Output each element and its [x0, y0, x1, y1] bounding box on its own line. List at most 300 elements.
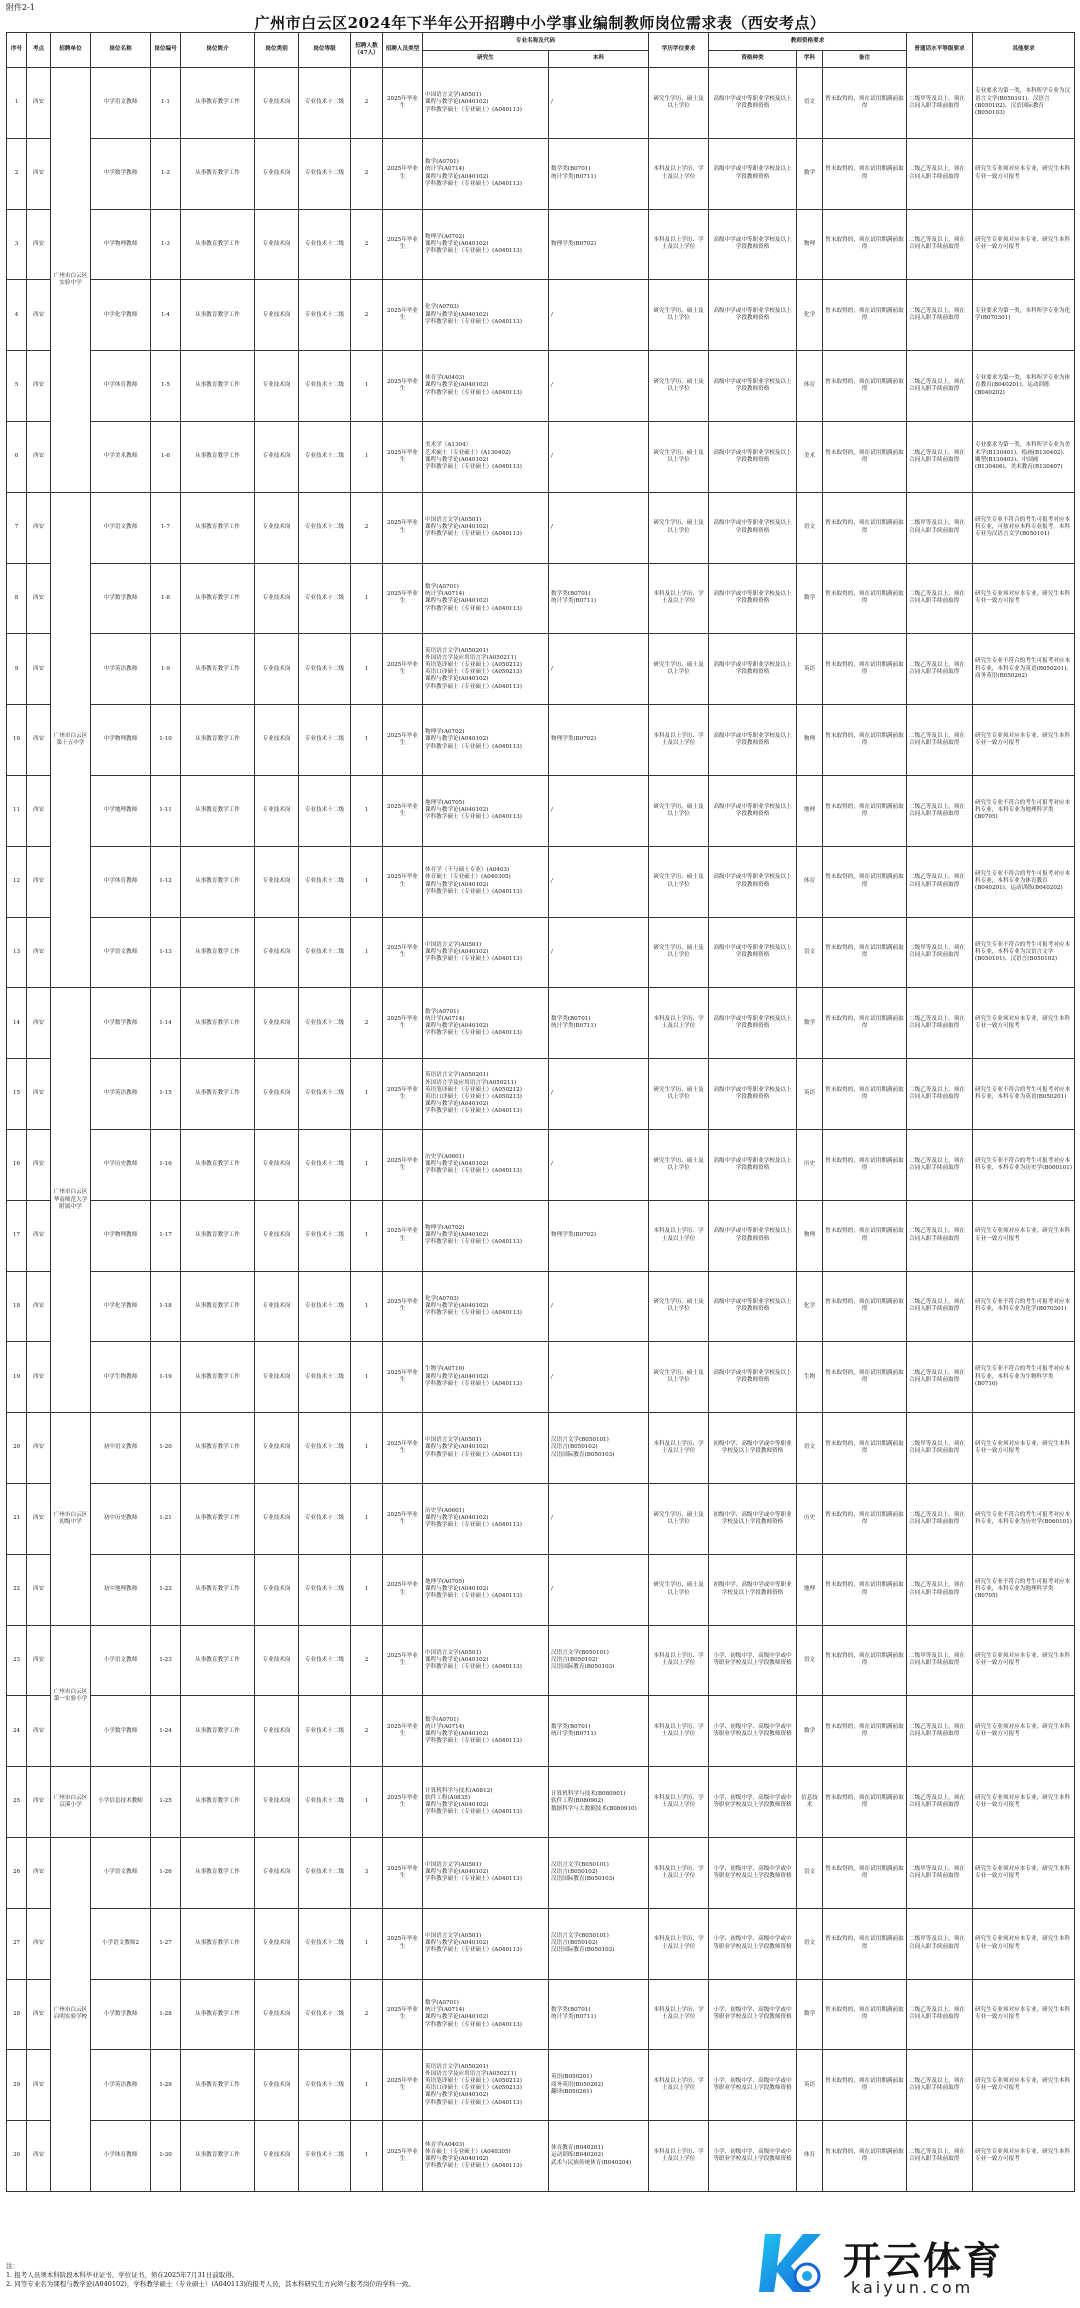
- cell-mandarin: 二级乙等及以上，须在合同入职手续前取得: [907, 1342, 973, 1413]
- cell-unit: 广州市白云区第一实验小学: [51, 1625, 91, 1767]
- cell-seq: 5: [7, 351, 27, 422]
- cell-grad-majors-line: 中国语言文学(A0501): [425, 1932, 482, 1939]
- cell-count: 1: [351, 775, 383, 846]
- cell-post-type: 专业技术岗: [255, 775, 299, 846]
- cell-post-code: 1-28: [151, 1979, 181, 2050]
- cell-grad-majors-line: 课程与教学论(A040102): [425, 1802, 489, 1809]
- cell-cert-type: 高级中学或中等职业学校及以上学段教师资格: [709, 1129, 797, 1200]
- cell-grad-majors-line: 课程与教学论(A040102): [425, 382, 489, 389]
- cell-count: 1: [351, 1271, 383, 1342]
- table-row: [7, 2121, 1075, 2192]
- cell-degree: 本科及以上学历、学士及以上学位: [649, 2050, 709, 2121]
- header-other: 其他要求: [973, 33, 1075, 68]
- cell-remark: 暂未取得的，须在试用期满前取得: [823, 705, 907, 776]
- cell-remark: 暂未取得的，须在试用期满前取得: [823, 1483, 907, 1554]
- cell-undergrad-majors-line: /: [551, 453, 553, 460]
- cell-undergrad-majors-line: 数学类(B0701): [551, 591, 591, 598]
- cell-other: 研究生专业不符合的考生可报考对应本科专业，本科专业为地理科学类(B0705): [973, 775, 1075, 846]
- cell-post-level: 专业技术十二级: [299, 988, 351, 1059]
- cell-grad-majors-line: 课程与教学论(A040102): [425, 1515, 489, 1522]
- cell-post-code: 1-24: [151, 1696, 181, 1767]
- cell-undergrad-majors-line: 统计学类(B0711): [551, 1731, 597, 1738]
- cell-subject: 体育: [797, 846, 823, 917]
- cell-cert-type: 初级中学、高级中学或中等职业学校及以上学段教师资格: [709, 1554, 797, 1625]
- cell-post-type: 专业技术岗: [255, 351, 299, 422]
- cell-post-type: 专业技术岗: [255, 1483, 299, 1554]
- cell-other: 专业要求为第一类，本科所学专业为美术学(B130401)、绘画(B130402)、雕塑(B130403)、中国画(B130406)、美术教育(B130407): [973, 421, 1075, 492]
- table-row: [7, 1908, 1075, 1979]
- header-unit: 招聘单位: [51, 33, 91, 68]
- table-row: [7, 492, 1075, 563]
- cell-count: 2: [351, 1979, 383, 2050]
- cell-grad-majors-line: 课程与教学论(A040102): [425, 99, 489, 106]
- cell-undergrad-majors: [549, 634, 649, 705]
- cell-grad-majors-line: 学科教学硕士（专业硕士）(A040113): [425, 180, 522, 187]
- cell-post-type: 专业技术岗: [255, 1200, 299, 1271]
- cell-other: 专业要求为第一类，本科所学专业为化学(B070301): [973, 280, 1075, 351]
- cell-post-desc: 从事教育教学工作: [181, 2121, 255, 2192]
- cell-grad-majors-line: 体育硕士（专业硕士）(A040305): [425, 874, 511, 881]
- cell-grad-majors-line: 英语笔译硕士（专业硕士）(A050212): [425, 662, 522, 669]
- cell-grad-majors-line: 学科教学硕士（专业硕士）(A040113): [425, 106, 522, 113]
- cell-degree: 本科及以上学历、学士及以上学位: [649, 1837, 709, 1908]
- table-row: [7, 2050, 1075, 2121]
- cell-grad-majors-line: 学科教学硕士（专业硕士）(A040113): [425, 1738, 522, 1745]
- cell-undergrad-majors: [549, 1767, 649, 1838]
- table-body: [7, 68, 1075, 2192]
- cell-undergrad-majors: [549, 280, 649, 351]
- table-row: [7, 988, 1075, 1059]
- cell-undergrad-majors: [549, 1554, 649, 1625]
- cell-post-level: 专业技术十二级: [299, 1271, 351, 1342]
- cell-exam-site: 西安: [27, 563, 51, 634]
- cell-grad-majors-line: 美术学（A1304）: [425, 442, 472, 449]
- cell-other: 研究生专业须对应本专业，研究生本科专业一致方可报考: [973, 1200, 1075, 1271]
- cell-post-name: 中学英语教师: [91, 1059, 151, 1130]
- cell-post-desc: 从事教育教学工作: [181, 138, 255, 209]
- cell-post-level: 专业技术十二级: [299, 1837, 351, 1908]
- cell-target: 2025年毕业生: [383, 563, 423, 634]
- cell-remark: 暂未取得的，须在试用期满前取得: [823, 1908, 907, 1979]
- cell-target: 2025年毕业生: [383, 1059, 423, 1130]
- cell-degree: 研究生学历、硕士及以上学位: [649, 775, 709, 846]
- cell-post-desc: 从事教育教学工作: [181, 988, 255, 1059]
- cell-degree: 本科及以上学历、学士及以上学位: [649, 1696, 709, 1767]
- cell-grad-majors-line: 中国语言文学(A0501): [425, 1437, 482, 1444]
- cell-seq: 24: [7, 1696, 27, 1767]
- cell-count: 2: [351, 988, 383, 1059]
- cell-post-code: 1-19: [151, 1342, 181, 1413]
- cell-grad-majors: [423, 1483, 549, 1554]
- cell-grad-majors-line: 课程与教学论(A040102): [425, 173, 489, 180]
- cell-seq: 17: [7, 1200, 27, 1271]
- cell-post-level: 专业技术十二级: [299, 1625, 351, 1696]
- cell-post-type: 专业技术岗: [255, 1908, 299, 1979]
- cell-undergrad-majors-line: 数据科学与大数据技术(B080910): [551, 1805, 637, 1812]
- table-row: [7, 1979, 1075, 2050]
- cell-post-name: 小学语文教师2: [91, 1908, 151, 1979]
- header-row: [7, 33, 1075, 51]
- cell-undergrad-majors-line: 统计学类(B0711): [551, 1023, 597, 1030]
- cell-exam-site: 西安: [27, 138, 51, 209]
- cell-target: 2025年毕业生: [383, 1483, 423, 1554]
- header-post-name: 岗位名称: [91, 33, 151, 68]
- cell-post-type: 专业技术岗: [255, 2050, 299, 2121]
- cell-post-type: 专业技术岗: [255, 1696, 299, 1767]
- cell-other: 研究生专业不符合的考生可报考对应本科专业，本科专业为英语(B050201)、商务英语(B050262): [973, 634, 1075, 705]
- cell-post-level: 专业技术十二级: [299, 1696, 351, 1767]
- cell-mandarin: 二级甲等及以上，须在合同入职手续前取得: [907, 68, 973, 139]
- table-row: [7, 1200, 1075, 1271]
- attachment-label: 附件2-1: [6, 3, 35, 12]
- cell-undergrad-majors-line: /: [551, 382, 553, 389]
- cell-post-type: 专业技术岗: [255, 1059, 299, 1130]
- cell-grad-majors-line: 历史学(A0601): [425, 1154, 465, 1161]
- cell-degree: 研究生学历、硕士及以上学位: [649, 846, 709, 917]
- cell-seq: 4: [7, 280, 27, 351]
- cell-subject: 数学: [797, 563, 823, 634]
- cell-grad-majors: [423, 1767, 549, 1838]
- cell-cert-type: 初级中学、高级中学或中等职业学校及以上学段教师资格: [709, 1483, 797, 1554]
- cell-undergrad-majors: [549, 917, 649, 988]
- cell-post-level: 专业技术十二级: [299, 1554, 351, 1625]
- cell-grad-majors: [423, 2050, 549, 2121]
- cell-undergrad-majors: [549, 351, 649, 422]
- cell-grad-majors-line: 课程与教学论(A040102): [425, 240, 489, 247]
- cell-post-desc: 从事教育教学工作: [181, 351, 255, 422]
- cell-grad-majors-line: 学科教学硕士（专业硕士）(A040113): [425, 1168, 522, 1175]
- table-row: [7, 634, 1075, 705]
- cell-count: 2: [351, 209, 383, 280]
- cell-post-code: 1-26: [151, 1837, 181, 1908]
- cell-mandarin: 二级乙等及以上，须在合同入职手续前取得: [907, 563, 973, 634]
- cell-count: 2: [351, 1696, 383, 1767]
- cell-post-code: 1-18: [151, 1271, 181, 1342]
- cell-target: 2025年毕业生: [383, 1271, 423, 1342]
- cell-undergrad-majors-line: /: [551, 1090, 553, 1097]
- cell-grad-majors-line: 化学(A0703): [425, 304, 459, 311]
- cell-undergrad-majors-line: /: [551, 1302, 553, 1309]
- cell-post-type: 专业技术岗: [255, 917, 299, 988]
- cell-grad-majors: [423, 634, 549, 705]
- cell-post-name: 初中语文教师: [91, 1413, 151, 1484]
- cell-post-name: 中学英语教师: [91, 634, 151, 705]
- cell-grad-majors-line: 学科教学硕士（专业硕士）(A040113): [425, 248, 522, 255]
- cell-post-level: 专业技术十二级: [299, 209, 351, 280]
- cell-undergrad-majors-line: 汉语言文学(B050101): [551, 1437, 609, 1444]
- cell-mandarin: 二级乙等及以上，须在合同入职手续前取得: [907, 1271, 973, 1342]
- cell-grad-majors-line: 课程与教学论(A040102): [425, 1731, 489, 1738]
- cell-post-desc: 从事教育教学工作: [181, 1483, 255, 1554]
- cell-cert-type: 小学、初级中学、高级中学或中等职业学校及以上学段教师资格: [709, 1979, 797, 2050]
- cell-cert-type: 小学、初级中学、高级中学或中等职业学校及以上学段教师资格: [709, 1696, 797, 1767]
- cell-remark: 暂未取得的，须在试用期满前取得: [823, 1200, 907, 1271]
- cell-grad-majors-line: 学科教学硕士（专业硕士）(A040113): [425, 1380, 522, 1387]
- cell-post-level: 专业技术十二级: [299, 2050, 351, 2121]
- cell-undergrad-majors-line: 物理学类(B0702): [551, 1232, 597, 1239]
- header-count: 招聘人数（47人）: [351, 33, 383, 68]
- cell-post-desc: 从事教育教学工作: [181, 775, 255, 846]
- cell-remark: 暂未取得的，须在试用期满前取得: [823, 1342, 907, 1413]
- cell-exam-site: 西安: [27, 209, 51, 280]
- cell-grad-majors-line: 课程与教学论(A040102): [425, 1302, 489, 1309]
- cell-post-desc: 从事教育教学工作: [181, 1200, 255, 1271]
- cell-post-level: 专业技术十二级: [299, 1200, 351, 1271]
- cell-grad-majors-line: 课程与教学论(A040102): [425, 1161, 489, 1168]
- table-row: [7, 68, 1075, 139]
- cell-grad-majors-line: 地理学(A0705): [425, 1578, 465, 1585]
- cell-post-code: 1-15: [151, 1059, 181, 1130]
- cell-other: 研究生专业须对应本专业，研究生本科专业一致方可报考: [973, 138, 1075, 209]
- cell-post-desc: 从事教育教学工作: [181, 1059, 255, 1130]
- cell-target: 2025年毕业生: [383, 1908, 423, 1979]
- cell-count: 2: [351, 1625, 383, 1696]
- cell-post-code: 1-7: [151, 492, 181, 563]
- cell-remark: 暂未取得的，须在试用期满前取得: [823, 1271, 907, 1342]
- cell-unit: 广州市白云区初级中学: [51, 1413, 91, 1625]
- cell-target: 2025年毕业生: [383, 1554, 423, 1625]
- cell-subject: 语文: [797, 1413, 823, 1484]
- cell-cert-type: 小学、初级中学、高级中学或中等职业学校及以上学段教师资格: [709, 1767, 797, 1838]
- cell-seq: 16: [7, 1129, 27, 1200]
- table-row: [7, 209, 1075, 280]
- cell-grad-majors-line: 课程与教学论(A040102): [425, 736, 489, 743]
- cell-count: 1: [351, 1413, 383, 1484]
- table-row: [7, 775, 1075, 846]
- cell-grad-majors-line: 学科教学硕士（专业硕士）(A040113): [425, 464, 522, 471]
- cell-subject: 物理: [797, 209, 823, 280]
- cell-mandarin: 二级甲等及以上，须在合同入职手续前取得: [907, 917, 973, 988]
- cell-seq: 30: [7, 2121, 27, 2192]
- cell-grad-majors-line: 英语口译硕士（专业硕士）(A050213): [425, 1094, 522, 1101]
- cell-target: 2025年毕业生: [383, 2121, 423, 2192]
- cell-grad-majors: [423, 775, 549, 846]
- table-row: [7, 138, 1075, 209]
- cell-target: 2025年毕业生: [383, 846, 423, 917]
- cell-post-level: 专业技术十二级: [299, 138, 351, 209]
- cell-post-desc: 从事教育教学工作: [181, 917, 255, 988]
- table-row: [7, 1696, 1075, 1767]
- cell-other: 研究生专业须对应本专业，研究生本科专业一致方可报考: [973, 2121, 1075, 2192]
- cell-grad-majors-line: 学科教学硕士（专业硕士）(A040113): [425, 318, 522, 325]
- cell-post-type: 专业技术岗: [255, 209, 299, 280]
- cell-target: 2025年毕业生: [383, 634, 423, 705]
- cell-degree: 研究生学历、硕士及以上学位: [649, 634, 709, 705]
- cell-post-desc: 从事教育教学工作: [181, 563, 255, 634]
- cell-grad-majors-line: 数学(A0701): [425, 159, 459, 166]
- cell-post-desc: 从事教育教学工作: [181, 209, 255, 280]
- cell-count: 1: [351, 2050, 383, 2121]
- cell-post-type: 专业技术岗: [255, 1413, 299, 1484]
- cell-grad-majors-line: 课程与教学论(A040102): [425, 1586, 489, 1593]
- cell-post-desc: 从事教育教学工作: [181, 2050, 255, 2121]
- cell-exam-site: 西安: [27, 280, 51, 351]
- cell-post-desc: 从事教育教学工作: [181, 1696, 255, 1767]
- cell-grad-majors-line: 课程与教学论(A040102): [425, 524, 489, 531]
- cell-grad-majors: [423, 138, 549, 209]
- cell-undergrad-majors: [549, 1413, 649, 1484]
- cell-post-code: 1-29: [151, 2050, 181, 2121]
- cell-subject: 信息技术: [797, 1767, 823, 1838]
- cell-post-code: 1-22: [151, 1554, 181, 1625]
- cell-subject: 化学: [797, 280, 823, 351]
- cell-exam-site: 西安: [27, 2121, 51, 2192]
- cell-seq: 10: [7, 705, 27, 776]
- cell-cert-type: 高级中学或中等职业学校及以上学段教师资格: [709, 634, 797, 705]
- header-cert-type: 资格种类: [709, 51, 797, 68]
- cell-post-type: 专业技术岗: [255, 1271, 299, 1342]
- cell-count: 1: [351, 351, 383, 422]
- cell-grad-majors-line: 体育硕士（专业硕士）(A040305): [425, 2148, 511, 2155]
- cell-grad-majors-line: 课程与教学论(A040102): [425, 2092, 489, 2099]
- table-row: [7, 1483, 1075, 1554]
- cell-other: 研究生专业须对应本专业，研究生本科专业一致方可报考: [973, 1979, 1075, 2050]
- cell-grad-majors-line: 生物学(A0710): [425, 1366, 465, 1373]
- cell-exam-site: 西安: [27, 705, 51, 776]
- header-post-desc: 岗位简介: [181, 33, 255, 68]
- cell-undergrad-majors-line: /: [551, 1373, 553, 1380]
- cell-remark: 暂未取得的，须在试用期满前取得: [823, 2121, 907, 2192]
- cell-grad-majors-line: 课程与教学论(A040102): [425, 311, 489, 318]
- cell-remark: 暂未取得的，须在试用期满前取得: [823, 1625, 907, 1696]
- recruitment-table: [6, 32, 1075, 2192]
- cell-other: 研究生专业不符合的考生可报考对应本科专业，本科专业为历史学(B060101): [973, 1483, 1075, 1554]
- cell-grad-majors-line: 课程与教学论(A040102): [425, 1101, 489, 1108]
- cell-undergrad-majors: [549, 1342, 649, 1413]
- cell-post-level: 专业技术十二级: [299, 563, 351, 634]
- cell-grad-majors-line: 体育学（不与硕士专业）(A0403): [425, 867, 510, 874]
- cell-undergrad-majors: [549, 1979, 649, 2050]
- cell-cert-type: 高级中学或中等职业学校及以上学段教师资格: [709, 280, 797, 351]
- cell-post-name: 中学生物教师: [91, 1342, 151, 1413]
- cell-target: 2025年毕业生: [383, 1413, 423, 1484]
- cell-seq: 28: [7, 1979, 27, 2050]
- cell-remark: 暂未取得的，须在试用期满前取得: [823, 1059, 907, 1130]
- cell-cert-type: 高级中学或中等职业学校及以上学段教师资格: [709, 68, 797, 139]
- cell-subject: 地理: [797, 1554, 823, 1625]
- cell-remark: 暂未取得的，须在试用期满前取得: [823, 563, 907, 634]
- cell-seq: 2: [7, 138, 27, 209]
- cell-subject: 数学: [797, 138, 823, 209]
- table-row: [7, 1342, 1075, 1413]
- cell-count: 1: [351, 2121, 383, 2192]
- cell-grad-majors: [423, 421, 549, 492]
- footnote-line: 1. 报考人员须本科阶段本科毕业证书、学位证书，须在2025年7月31日前取得。: [6, 2271, 239, 2279]
- cell-degree: 研究生学历、硕士及以上学位: [649, 1483, 709, 1554]
- cell-post-name: 小学体育教师: [91, 2121, 151, 2192]
- cell-undergrad-majors: [549, 1200, 649, 1271]
- cell-post-level: 专业技术十二级: [299, 492, 351, 563]
- cell-grad-majors-line: 学科教学硕士（专业硕士）(A040113): [425, 1451, 522, 1458]
- cell-subject: 历史: [797, 1483, 823, 1554]
- cell-post-desc: 从事教育教学工作: [181, 846, 255, 917]
- cell-grad-majors-line: 物理学(A0702): [425, 233, 465, 240]
- cell-cert-type: 小学、初级中学、高级中学或中等职业学校及以上学段教师资格: [709, 1837, 797, 1908]
- header-exam-site: 考点: [27, 33, 51, 68]
- cell-target: 2025年毕业生: [383, 209, 423, 280]
- table-row: [7, 1767, 1075, 1838]
- cell-exam-site: 西安: [27, 846, 51, 917]
- cell-grad-majors-line: 外国语言学及应用语言学(A050211): [425, 1079, 517, 1086]
- cell-post-level: 专业技术十二级: [299, 1979, 351, 2050]
- cell-post-code: 1-2: [151, 138, 181, 209]
- footnotes: [6, 2262, 415, 2289]
- cell-post-level: 专业技术十二级: [299, 775, 351, 846]
- cell-post-desc: 从事教育教学工作: [181, 1271, 255, 1342]
- cell-target: 2025年毕业生: [383, 492, 423, 563]
- cell-cert-type: 高级中学或中等职业学校及以上学段教师资格: [709, 138, 797, 209]
- cell-undergrad-majors-line: 汉语言(B050102): [551, 1444, 598, 1451]
- cell-post-desc: 从事教育教学工作: [181, 492, 255, 563]
- cell-post-name: 中学体育教师: [91, 846, 151, 917]
- footnote-line: 2. 同等专业名为课程与教学论(A040102)，学科教学硕士（专业硕士）(A040113)的报考人员，其本科研究生方向须与报考岗位的学科一致。: [6, 2280, 415, 2288]
- cell-grad-majors-line: 课程与教学论(A040102): [425, 1373, 489, 1380]
- cell-seq: 9: [7, 634, 27, 705]
- cell-grad-majors: [423, 351, 549, 422]
- cell-grad-majors-line: 外国语言学及应用语言学(A050211): [425, 2070, 517, 2077]
- cell-exam-site: 西安: [27, 421, 51, 492]
- cell-grad-majors-line: 英语笔译硕士（专业硕士）(A050212): [425, 2078, 522, 2084]
- cell-grad-majors-line: 体育学(A0403): [425, 2141, 465, 2148]
- cell-undergrad-majors-line: 汉语言(B050102): [551, 1940, 598, 1947]
- cell-undergrad-majors: [549, 421, 649, 492]
- cell-seq: 13: [7, 917, 27, 988]
- cell-degree: 研究生学历、硕士及以上学位: [649, 68, 709, 139]
- cell-mandarin: 二级乙等及以上，须在合同入职手续前取得: [907, 988, 973, 1059]
- cell-undergrad-majors: [549, 1271, 649, 1342]
- cell-grad-majors: [423, 1271, 549, 1342]
- cell-undergrad-majors: [549, 775, 649, 846]
- cell-post-code: 1-17: [151, 1200, 181, 1271]
- cell-other: 研究生专业不符合的考生可报考对应本科专业，本科专业为英语(B050201): [973, 1059, 1075, 1130]
- cell-seq: 20: [7, 1413, 27, 1484]
- cell-subject: 历史: [797, 1129, 823, 1200]
- cell-target: 2025年毕业生: [383, 1129, 423, 1200]
- cell-mandarin: 二级乙等及以上，须在合同入职手续前取得: [907, 1554, 973, 1625]
- cell-degree: 研究生学历、硕士及以上学位: [649, 917, 709, 988]
- header-target: 招聘人员类型: [383, 33, 423, 68]
- cell-seq: 8: [7, 563, 27, 634]
- cell-post-name: 小学语文教师: [91, 1625, 151, 1696]
- cell-grad-majors-line: 化学(A0703): [425, 1295, 459, 1302]
- cell-grad-majors-line: 学科教学硕士（专业硕士）(A040113): [425, 1108, 522, 1115]
- cell-grad-majors: [423, 705, 549, 776]
- cell-undergrad-majors-line: 汉语言文学(B050101): [551, 1932, 609, 1939]
- cell-undergrad-majors-line: 翻译(B050261): [551, 2088, 593, 2095]
- cell-grad-majors-line: 学科教学硕士（专业硕士）(A040113): [425, 2099, 522, 2106]
- cell-mandarin: 二级乙等及以上，须在合同入职手续前取得: [907, 2050, 973, 2121]
- cell-grad-majors-line: 学科教学硕士（专业硕士）(A040113): [425, 743, 522, 750]
- cell-degree: 本科及以上学历、学士及以上学位: [649, 1908, 709, 1979]
- cell-undergrad-majors-line: 汉语言(B050102): [551, 1656, 598, 1663]
- cell-grad-majors-line: 英语口译硕士（专业硕士）(A050213): [425, 669, 522, 676]
- cell-other: 研究生专业须对应本专业，研究生本科专业一致方可报考: [973, 1908, 1075, 1979]
- cell-other: 研究生专业须对应本专业，研究生本科专业一致方可报考: [973, 1625, 1075, 1696]
- cell-grad-majors-line: 数学(A0701): [425, 1008, 459, 1015]
- cell-post-code: 1-14: [151, 988, 181, 1059]
- cell-post-type: 专业技术岗: [255, 705, 299, 776]
- cell-post-level: 专业技术十二级: [299, 917, 351, 988]
- cell-grad-majors-line: 物理学(A0702): [425, 729, 465, 736]
- cell-seq: 18: [7, 1271, 27, 1342]
- cell-grad-majors-line: 课程与教学论(A040102): [425, 1444, 489, 1451]
- cell-mandarin: 二级乙等及以上，须在合同入职手续前取得: [907, 1696, 973, 1767]
- cell-undergrad-majors: [549, 705, 649, 776]
- cell-count: 1: [351, 1129, 383, 1200]
- cell-mandarin: 二级乙等及以上，须在合同入职手续前取得: [907, 351, 973, 422]
- cell-degree: 研究生学历、硕士及以上学位: [649, 492, 709, 563]
- cell-remark: 暂未取得的，须在试用期满前取得: [823, 280, 907, 351]
